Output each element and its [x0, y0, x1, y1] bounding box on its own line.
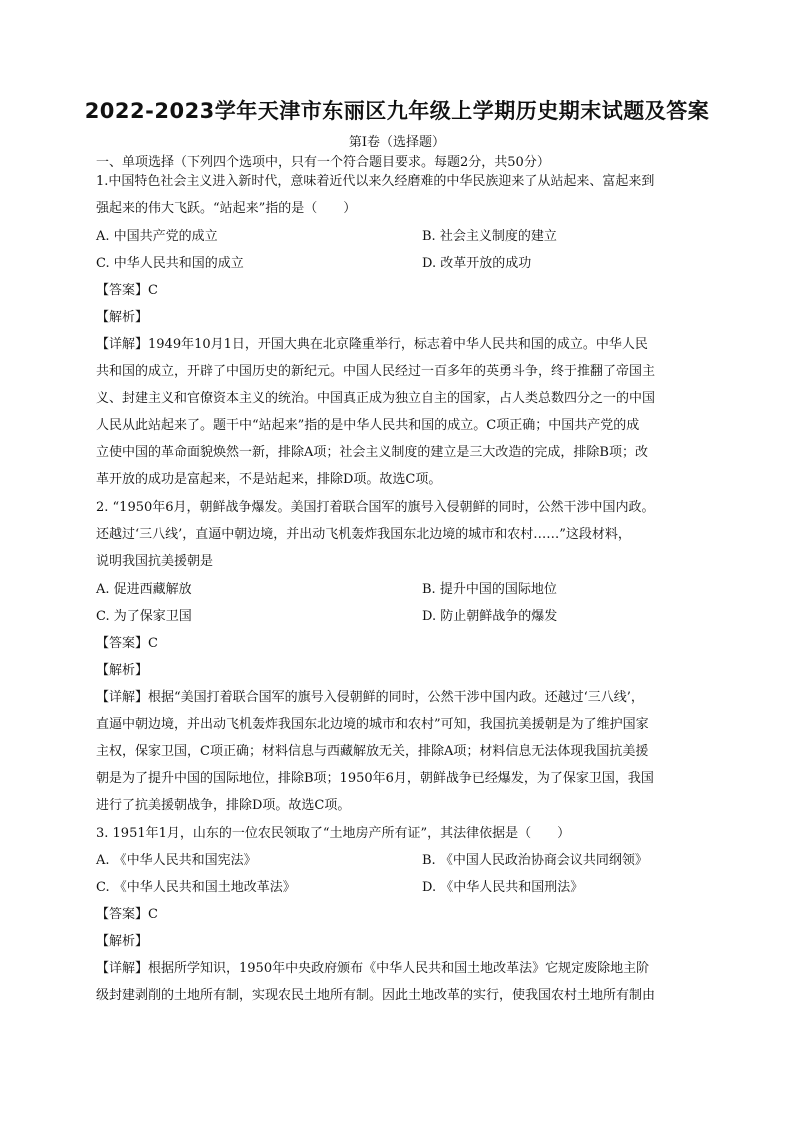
- q1-option-b: B. 社会主义制度的建立: [422, 229, 557, 244]
- q2-stem-line-2: 还越过‘三八线’，直逼中朝边境，并出动飞机轰炸我国东北边境的城市和农村……”这段材料，: [96, 527, 631, 542]
- q3-option-c: C. 《中华人民共和国土地改革法》: [96, 880, 296, 895]
- q2-detail-line: 主权，保家卫国，C项正确；材料信息与西藏解放无关，排除A项；材料信息无法体现我国抗美援: [96, 744, 649, 759]
- q2-detail-line: 朝是为了提升中国的国际地位，排除B项；1950年6月，朝鲜战争已经爆发，为了保家卫国，我国: [96, 771, 654, 786]
- q1-detail-line: 立使中国的革命面貌焕然一新，排除A项；社会主义制度的建立是三大改造的完成，排除B项；改: [96, 445, 648, 460]
- q3-analysis-heading: 【解析】: [96, 934, 149, 949]
- q3-detail-line: 级封建剥削的土地所有制，实现农民土地所有制。因此土地改革的实行，使我国农村土地所有制由: [96, 988, 656, 1003]
- q2-option-a: A. 促进西藏解放: [96, 582, 192, 597]
- q2-detail-line: 进行了抗美援朝战争，排除D项。故选C项。: [96, 798, 351, 813]
- q2-analysis-heading: 【解析】: [96, 663, 149, 678]
- q2-option-b: B. 提升中国的国际地位: [422, 582, 557, 597]
- page-title: 2022-2023学年天津市东丽区九年级上学期历史期末试题及答案: [84, 99, 710, 123]
- q3-option-a: A. 《中华人民共和国宪法》: [96, 853, 257, 868]
- q1-answer: 【答案】C: [96, 283, 158, 298]
- q2-detail-line: 【详解】根据“美国打着联合国军的旗号入侵朝鲜的同时，公然干涉中国内政。还越过‘三八线’，: [96, 690, 644, 705]
- q1-option-d: D. 改革开放的成功: [422, 256, 532, 271]
- q2-detail-line: 直逼中朝边境，并出动飞机轰炸我国东北边境的城市和农村”可知，我国抗美援朝是为了维护国家: [96, 717, 649, 732]
- q1-detail-line: 【详解】1949年10月1日，开国大典在北京隆重举行，标志着中华人民共和国的成立。中华人民: [96, 337, 648, 352]
- q1-detail-line: 革开放的成功是富起来，不是站起来，排除D项。故选C项。: [96, 472, 442, 487]
- q2-stem-line-1: 2. “1950年6月，朝鲜战争爆发。美国打着联合国军的旗号入侵朝鲜的同时，公然干涉中国内政。: [96, 500, 655, 515]
- q1-stem-line-1: 1.中国特色社会主义进入新时代，意味着近代以来久经磨难的中华民族迎来了从站起来、富起来到: [96, 174, 655, 189]
- q3-answer: 【答案】C: [96, 907, 158, 922]
- q3-stem-line-1: 3. 1951年1月，山东的一位农民领取了“土地房产所有证”，其法律依据是（ ）: [96, 826, 571, 841]
- q1-option-c: C. 中华人民共和国的成立: [96, 256, 244, 271]
- q1-detail-line: 人民从此站起来了。题干中“站起来”指的是中华人民共和国的成立。C项正确；中国共产党的成: [96, 418, 640, 433]
- q1-option-a: A. 中国共产党的成立: [96, 229, 218, 244]
- q1-detail-line: 共和国的成立，开辟了中国历史的新纪元。中国人民经过一百多年的英勇斗争，终于推翻了帝国主: [96, 364, 656, 379]
- q3-option-d: D. 《中华人民共和国刑法》: [422, 880, 584, 895]
- q2-option-d: D. 防止朝鲜战争的爆发: [422, 609, 558, 624]
- section-subtitle: 第I卷（选择题）: [348, 135, 446, 150]
- q2-option-c: C. 为了保家卫国: [96, 609, 192, 624]
- q1-analysis-heading: 【解析】: [96, 310, 149, 325]
- section-instruction: 一、单项选择（下列四个选项中，只有一个符合题目要求。每题2分，共50分）: [96, 155, 550, 170]
- q1-detail-line: 义、封建主义和官僚资本主义的统治。中国真正成为独立自主的国家，占人类总数四分之一的中国: [96, 391, 656, 406]
- q2-stem-line-3: 说明我国抗美援朝是: [96, 554, 214, 569]
- q3-option-b: B. 《中国人民政治协商会议共同纲领》: [422, 853, 648, 868]
- q2-answer: 【答案】C: [96, 636, 158, 651]
- q1-stem-line-2: 强起来的伟大飞跃。“站起来”指的是（ ）: [96, 201, 357, 216]
- q3-detail-line: 【详解】根据所学知识，1950年中央政府颁布《中华人民共和国土地改革法》它规定废除地主阶: [96, 961, 650, 976]
